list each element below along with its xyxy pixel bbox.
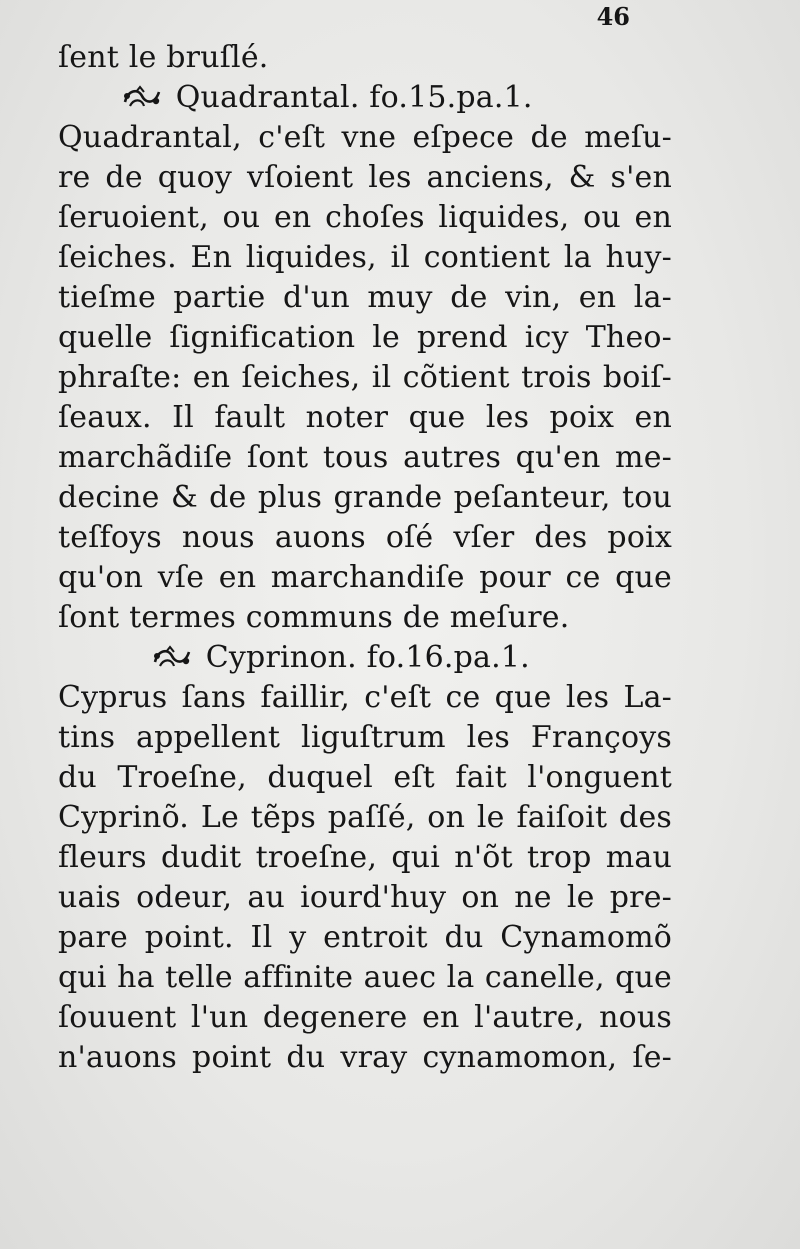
heading-wrapper <box>58 78 533 118</box>
text-line: qu'on vſe en marchandiſe pour ce que <box>58 560 672 595</box>
heading-wrapper <box>58 638 530 678</box>
text-line: tieſme partie d'un muy de vin, en la- <box>58 280 672 315</box>
text-line: Quadrantal, c'eſt vne eſpece de meſu- <box>58 120 672 155</box>
text-line: n'auons point du vray cynamomon, ſe- <box>58 1040 672 1075</box>
fleuron-icon <box>122 84 162 110</box>
text-line: quelle ſignification le prend icy Theo- <box>58 320 672 355</box>
text-line: ſeaux. Il fault noter que les poix en <box>58 400 672 435</box>
text-line: du Troeſne, duquel eſt fait l'onguent <box>58 760 672 795</box>
text-line: phraſte: en ſeiches, il cõtient trois boiſ- <box>58 360 672 395</box>
text-line: tins appellent liguſtrum les Françoys <box>58 720 672 755</box>
entry-heading-text: Quadrantal. fo.15.pa.1. <box>175 80 533 115</box>
text-line: marchãdiſe ſont tous autres qu'en me- <box>58 440 672 475</box>
text-line: Cyprus ſans faillir, c'eſt ce que les La- <box>58 680 672 715</box>
text-line: ſont termes communs de meſure. <box>58 600 570 635</box>
text-line: decine & de plus grande peſanteur, tou <box>58 480 672 515</box>
text-line: pare point. Il y entroit du Cynamomõ <box>58 920 672 955</box>
entry-heading-cyprinon <box>58 638 672 678</box>
text-line: teſfoys nous auons oſé vſer des poix <box>58 520 672 555</box>
text-line: fleurs dudit troeſne, qui n'õt trop mau <box>58 840 672 875</box>
fleuron-icon <box>152 644 192 670</box>
entry-heading-quadrantal <box>58 78 672 118</box>
text-line: ſouuent l'un degenere en l'autre, nous <box>58 1000 672 1035</box>
text-line: Cyprinõ. Le tẽps paſſé, on le faiſoit des <box>58 800 672 835</box>
text-line: uais odeur, au iourd'huy on ne le pre- <box>58 880 672 915</box>
text-line: re de quoy vſoient les anciens, & s'en <box>58 160 672 195</box>
text-line: ſeruoient, ou en choſes liquides, ou en <box>58 200 672 235</box>
text-block <box>58 38 672 1078</box>
text-line: ſeiches. En liquides, il contient la huy- <box>58 240 672 275</box>
text-line: ſent le bruſlé. <box>58 40 269 75</box>
text-line: qui ha telle affinite auec la canelle, que <box>58 960 672 995</box>
entry-heading-text: Cyprinon. fo.16.pa.1. <box>205 640 530 675</box>
page-number: 46 <box>596 2 630 31</box>
